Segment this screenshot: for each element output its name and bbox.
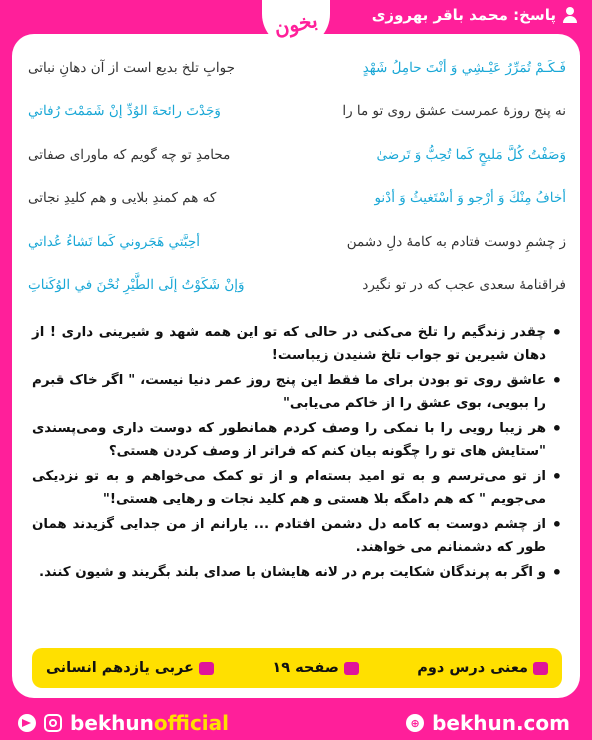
verse-right: وَصَفْتُ كُلَّ مَليحٍ كَما تُحِبُّ وَ تَرضیٰ	[376, 146, 566, 163]
subject-label: عربی یازدهم انسانی	[46, 660, 214, 676]
verse-left: محامدِ تو چه گویم که ماورای صفاتی	[28, 146, 231, 163]
content-card	[12, 34, 580, 698]
social-link[interactable]: bekhunofficial	[18, 711, 229, 735]
graduation-cap-icon	[199, 662, 214, 675]
verse-table	[28, 46, 566, 307]
list-item: • از تو می‌ترسم و به تو امید بسته‌ام و از تو کمک می‌خواهم و به تو نزدیکی می‌جویم " که هم دامگه بلا هستی و هم کلید نجات و رهایی هستی!"	[32, 466, 564, 511]
verse-row	[28, 46, 566, 90]
verse-right: نه پنج روزهٔ عمرست عشق روی تو ما را	[342, 103, 566, 120]
book-icon	[344, 662, 359, 675]
verse-left: أحِبَّتي هَجَروني كَما تَشاءُ عُداتي	[28, 233, 200, 250]
verse-row	[28, 90, 566, 134]
website-link[interactable]: ⊕ bekhun.com	[406, 711, 570, 735]
lesson-label: معنی درس دوم	[417, 660, 548, 676]
list-item: • هر زیبا رویی را با نمکی را وصف کردم همانطور که دوست داری ومی‌پسندی "ستایش های تو را چگونه بیان کنم که فراتر از وصف کردن هستی؟	[32, 418, 564, 463]
telegram-icon	[18, 714, 36, 732]
verse-right: ز چشمِ دوست فتادم به کامهٔ دلِ دشمن	[346, 233, 566, 250]
bekhun-logo: بخون	[262, 0, 330, 48]
list-item: • و اگر به پرندگان شکایت برم در لانه هایشان با صدای بلند بگریند و شیون کنند.	[32, 562, 564, 585]
verse-row	[28, 177, 566, 221]
list-item: • عاشق روی تو بودن برای ما فقط این پنج روز عمر دنیا نیست، " اگر خاک قبرم را ببویی، بوی عشق را از خاکم می‌یابی"	[32, 370, 564, 415]
verse-left: جوابِ تلخ بدیع است از آن دهانِ نباتی	[28, 59, 235, 76]
verse-row	[28, 264, 566, 308]
lesson-info-bar	[32, 648, 562, 688]
author-label: پاسخ: محمد باقر بهروزی	[372, 6, 578, 24]
teacher-icon	[533, 662, 548, 675]
verse-right: فراقنامهٔ سعدی عجب که در تو نگیرد	[362, 277, 566, 294]
verse-row	[28, 133, 566, 177]
translation-list	[32, 322, 564, 588]
list-item: • از چشم دوست به کامه دل دشمن افتادم ... یارانم از من جدایی گزیدند همان طور که دشمنانم می خواهند.	[32, 514, 564, 559]
bottom-bar	[0, 706, 592, 740]
instagram-icon	[44, 714, 62, 732]
verse-right: أخافُ مِنْكَ وَ أرْجو وَ أسْتَغيثُ وَ أدْنو	[374, 190, 566, 207]
verse-right: فَـكَـمْ تُمَرِّرُ عَيْـشِي وَ أنْتَ حامِلُ شَهْدٍ	[362, 59, 566, 76]
verse-row	[28, 220, 566, 264]
list-item: • چقدر زندگیم را تلخ می‌کنی در حالی که تو این همه شهد و شیرینی داری ! از دهان شیرین تو جواب تلخ شنیدن زیباست!	[32, 322, 564, 367]
page-label: صفحه ۱۹	[272, 660, 358, 676]
verse-left: که هم کمندِ بلایی و هم کلیدِ نجاتی	[28, 190, 217, 207]
verse-left: وَإنْ شَكَوْتُ إلَى الطَّيْرِ نُحْنَ في الوُكَناتِ	[28, 277, 245, 294]
verse-left: وَجَدْتَ رائحةَ الوُدِّ إنْ شَمَمْتَ رُفاتي	[28, 103, 221, 120]
globe-icon: ⊕	[406, 714, 424, 732]
user-icon	[562, 7, 578, 23]
